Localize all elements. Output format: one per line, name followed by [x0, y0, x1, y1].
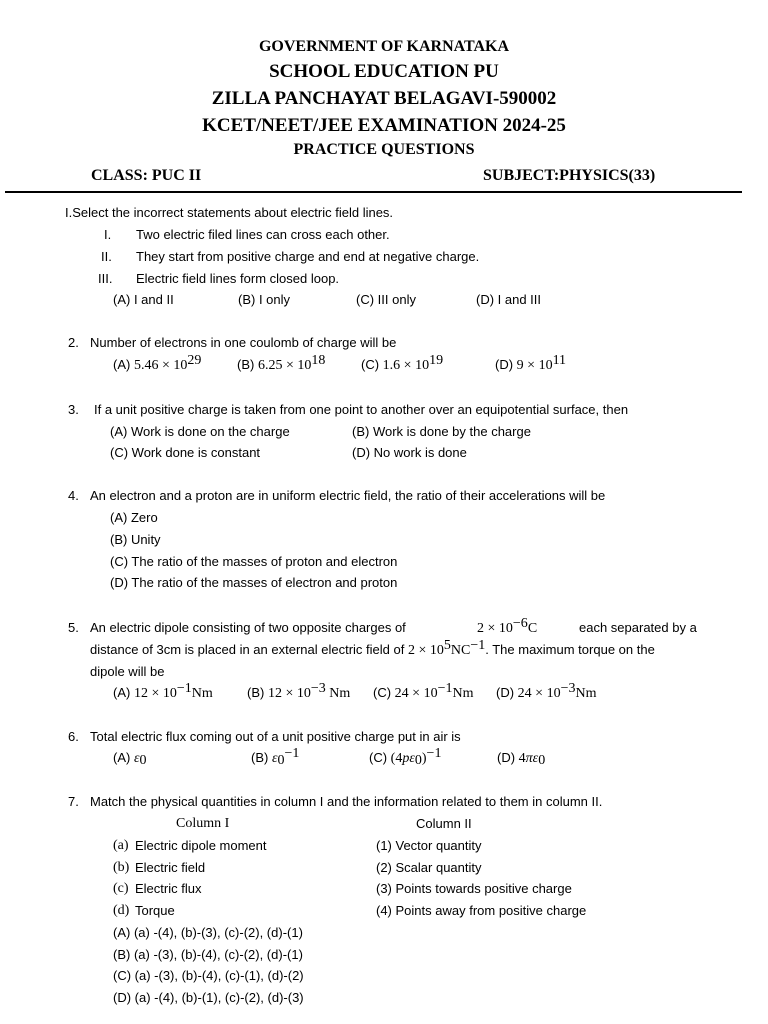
column-2-header: Column II	[416, 816, 472, 831]
option-a: (A) $5.46 \times 10^{29}$	[113, 353, 202, 373]
question-5-text-part-4: dipole will be	[90, 664, 165, 679]
option-c: (C) The ratio of the masses of proton and electron	[110, 554, 398, 569]
option-b: (B) I only	[238, 292, 291, 307]
option-c: (C) Work done is constant	[110, 445, 261, 460]
statement-number: II.	[101, 249, 112, 264]
header-school-education: SCHOOL EDUCATION PU	[269, 61, 499, 82]
option-d: (D) (a) -(4), (b)-(1), (c)-(2), (d)-(3)	[113, 990, 304, 1005]
column-1-key: (d)	[113, 903, 130, 918]
column-2-item: (4) Points away from positive charge	[376, 903, 587, 918]
option-d: (D) The ratio of the masses of electron and proton	[110, 575, 398, 590]
column-1-key: (b)	[113, 860, 130, 875]
option-a: (A) $\varepsilon_0$	[113, 750, 147, 768]
option-d: (D) I and III	[476, 292, 542, 307]
option-d: (D) $9 \times 10^{11}$	[495, 353, 567, 373]
column-1-item: Electric flux	[135, 881, 202, 896]
column-1-key: (a)	[113, 838, 129, 853]
question-number: 4.	[68, 488, 79, 503]
column-1-key: (c)	[113, 881, 129, 896]
option-b: (B) (a) -(3), (b)-(4), (c)-(2), (d)-(1)	[113, 947, 303, 962]
question-6-text: Total electric flux coming out of a unit positive charge put in air is	[90, 729, 461, 744]
option-a: (A) Zero	[110, 510, 158, 525]
question-5-charge: $2 \times 10^{-6}C$	[477, 616, 538, 636]
option-d: (D) $4\pi\varepsilon_0$	[497, 750, 546, 768]
column-2-item: (2) Scalar quantity	[376, 860, 482, 875]
question-1-text: I.Select the incorrect statements about electric field lines.	[65, 205, 394, 220]
option-c: (C) $(4p\varepsilon_0)^{-1}$	[369, 746, 442, 768]
statement-text: Two electric filed lines can cross each other.	[136, 227, 390, 242]
column-1-item: Electric field	[135, 860, 206, 875]
question-5-text-part-1: An electric dipole consisting of two opposite charges of	[90, 620, 406, 635]
statement-number: III.	[98, 271, 113, 286]
column-2-item: (1) Vector quantity	[376, 838, 482, 853]
statement-text: Electric field lines form closed loop.	[136, 271, 340, 286]
question-number: 6.	[68, 729, 79, 744]
option-c: (C) (a) -(3), (b)-(4), (c)-(1), (d)-(2)	[113, 968, 304, 983]
question-5-text-part-3: distance of 3cm is placed in an external electric field of $2 \times 10^5NC^{-1}$. The maximum torque on the	[90, 638, 655, 658]
option-d: (D) $24 \times 10^{-3}Nm$	[496, 681, 597, 701]
header-divider	[5, 191, 742, 193]
statement-text: They start from positive charge and end at negative charge.	[136, 249, 480, 264]
question-number: 7.	[68, 794, 79, 809]
option-a: (A) I and II	[113, 292, 174, 307]
subject-label: SUBJECT:PHYSICS(33)	[483, 167, 656, 184]
option-b: (B) $12 \times 10^{-3}$ Nm	[247, 681, 351, 701]
option-c: (C) III only	[356, 292, 416, 307]
option-a: (A) Work is done on the charge	[110, 424, 290, 439]
question-5-text-part-2: each separated by a	[579, 620, 697, 635]
option-d: (D) No work is done	[352, 445, 467, 460]
header-zilla-panchayat: ZILLA PANCHAYAT BELAGAVI-590002	[211, 88, 557, 109]
question-number: 3.	[68, 402, 79, 417]
column-2-item: (3) Points towards positive charge	[376, 881, 572, 896]
option-c: (C) $1.6 \times 10^{19}$	[361, 353, 444, 373]
header-examination: KCET/NEET/JEE EXAMINATION 2024-25	[202, 115, 566, 136]
class-label: CLASS: PUC II	[91, 167, 202, 184]
option-c: (C) $24 \times 10^{-1}Nm$	[373, 681, 474, 701]
option-a: (A) (a) -(4), (b)-(3), (c)-(2), (d)-(1)	[113, 925, 303, 940]
column-1-header: Column I	[176, 816, 230, 831]
question-number: 2.	[68, 335, 79, 350]
option-b: (B) Work is done by the charge	[352, 424, 531, 439]
option-b: (B) $6.25 \times 10^{18}$	[237, 353, 326, 373]
option-b: (B) $\varepsilon_0^{-1}$	[251, 746, 300, 768]
column-1-item: Electric dipole moment	[135, 838, 267, 853]
question-number: 5.	[68, 620, 79, 635]
question-7-text: Match the physical quantities in column I and the information related to them in column II.	[90, 794, 603, 809]
statement-number: I.	[104, 227, 112, 242]
document-header	[0, 36, 768, 161]
question-3-text: If a unit positive charge is taken from one point to another over an equipotential surface, then	[94, 402, 629, 417]
header-government: GOVERNMENT OF KARNATAKA	[258, 38, 510, 55]
option-b: (B) Unity	[110, 532, 161, 547]
column-1-item: Torque	[135, 903, 175, 918]
option-a: (A) $12 \times 10^{-1}Nm$	[113, 681, 213, 701]
header-practice-questions: PRACTICE QUESTIONS	[293, 141, 475, 158]
question-4-text: An electron and a proton are in uniform electric field, the ratio of their accelerations will be	[90, 488, 606, 503]
question-2-text: Number of electrons in one coulomb of charge will be	[90, 335, 397, 350]
